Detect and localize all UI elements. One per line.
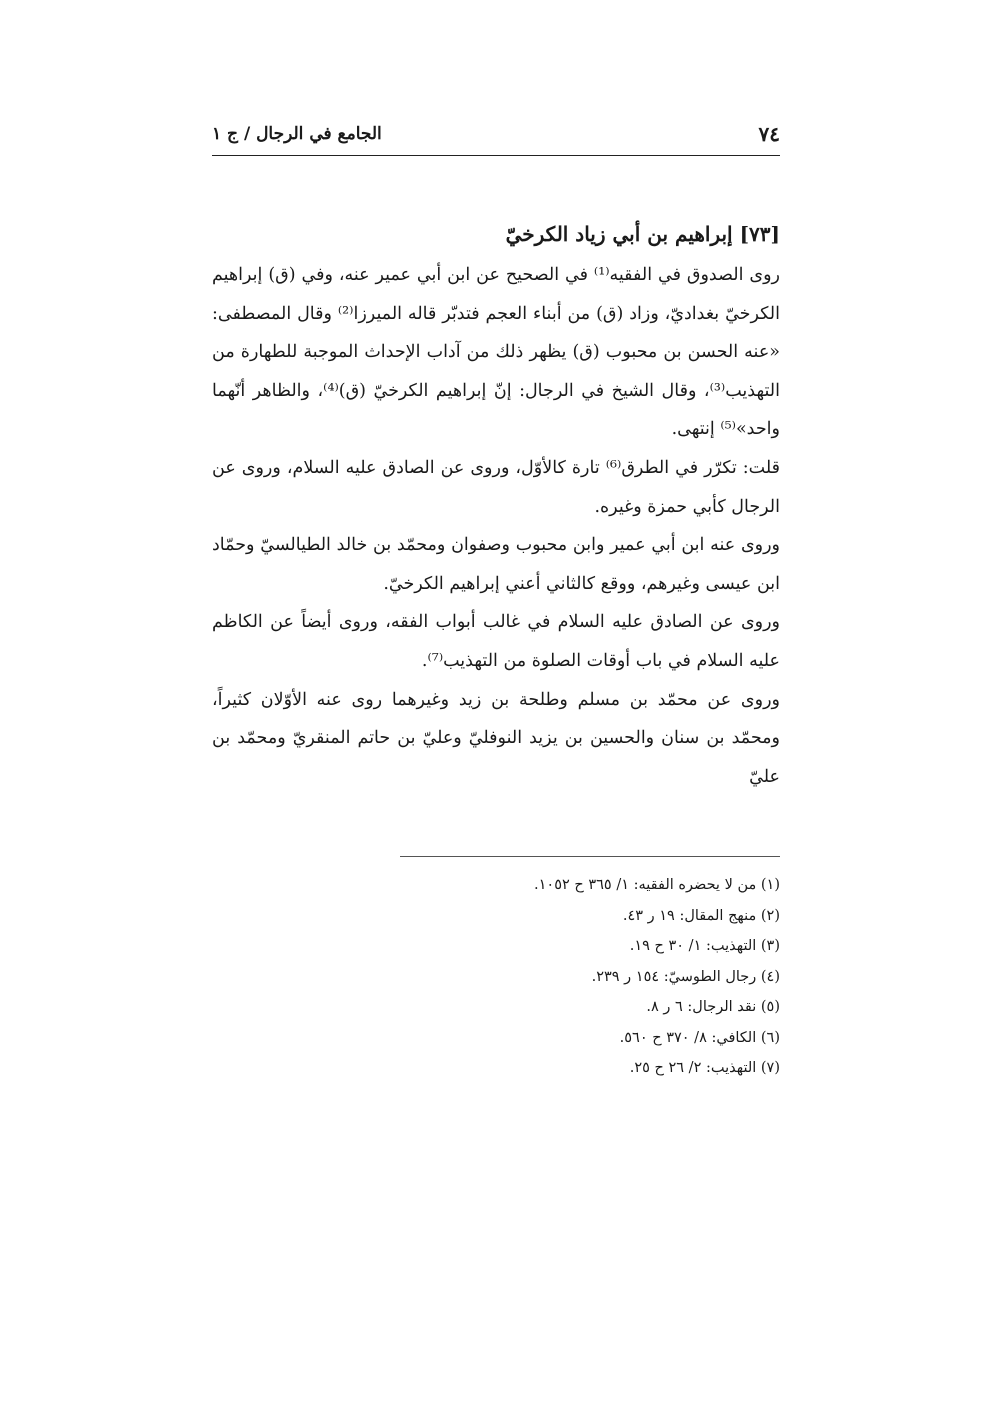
main-text (212, 212, 780, 796)
footnote-4: (٤) رجال الطوسيّ: ١٥٤ ر ٢٣٩. (591, 968, 780, 985)
footnotes (212, 870, 780, 1084)
entry-title: [٧٣] إبراهيم بن أبي زياد الكرخيّ (505, 222, 780, 246)
page-header (212, 118, 780, 156)
paragraph-4: وروى عن الصادق عليه السلام في غالب أبواب الفقه، وروى أيضاً عن الكاظم عليه السلام في باب أوقات الصلوة من التهذيب⁽⁷⁾. (212, 612, 780, 671)
footnote-divider (400, 856, 780, 857)
footnote-7: (٧) التهذيب: ٢/ ٢٦ ح ٢٥. (629, 1060, 780, 1076)
running-title: الجامع في الرجال / ج ١ (212, 123, 382, 144)
paragraph-2: قلت: تكرّر في الطرق⁽⁶⁾ تارة كالأوّل، وروى عن الصادق عليه السلام، وروى عن الرجال كأبي حمزة وغيره. (212, 457, 780, 517)
paragraph-1: روى الصدوق في الفقيه⁽¹⁾ في الصحيح عن ابن أبي عمير عنه، وفي (ق) إبراهيم الكرخيّ بغداديّ، وزاد (ق) من أبناء العجم فتدبّر قاله الميرزا⁽²⁾ وقال المصطفى: «عنه الحسن بن محبوب (ق) يظهر ذلك من آداب الإحداث الموجبة للطهارة من التهذيب⁽³⁾، وقال الشيخ في الرجال: إنّ إبراهيم الكرخيّ (ق)⁽⁴⁾، والظاهر أنّهما واحد»⁽⁵⁾ إنتهى. (212, 265, 780, 440)
footnote-1: (١) من لا يحضره الفقيه: ١/ ٣٦٥ ح ١٠٥٢. (534, 877, 780, 893)
footnote-2: (٢) منهج المقال: ١٩ ر ٤٣. (622, 907, 780, 924)
footnote-3: (٣) التهذيب: ١/ ٣٠ ح ١٩. (629, 938, 780, 954)
paragraph-3: وروى عنه ابن أبي عمير وابن محبوب وصفوان ومحمّد بن خالد الطيالسيّ وحمّاد ابن عيسى وغيرهم، ووقع كالثاني أعني إبراهيم الكرخيّ. (212, 535, 780, 594)
page-number: ٧٤ (758, 121, 780, 146)
footnote-5: (٥) نقد الرجال: ٦ ر ٨. (646, 999, 780, 1015)
footnote-6: (٦) الكافي: ٨/ ٣٧٠ ح ٥٦٠. (619, 1029, 780, 1046)
paragraph-5: وروى عن محمّد بن مسلم وطلحة بن زيد وغيرهما روى عنه الأوّلان كثيراً، ومحمّد بن سنان والحسين بن يزيد النوفليّ وعليّ بن حاتم المنقريّ ومحمّد بن عليّ (212, 689, 780, 787)
